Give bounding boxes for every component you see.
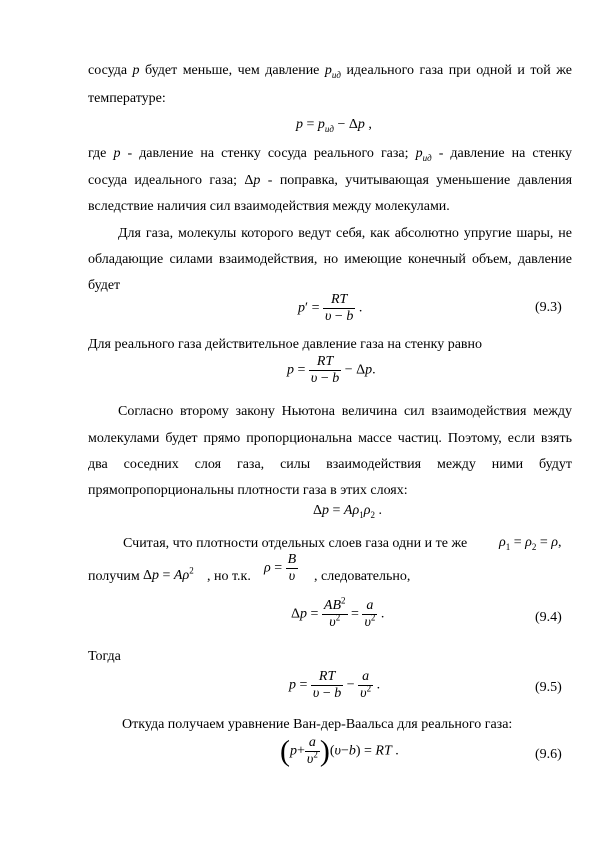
- equation-9-6: (p+ $\frac{a}{\upsilon^2}$ )(υ−b) = RT .: [280, 734, 399, 768]
- text-line-2: температуре:: [88, 91, 166, 106]
- equation-9-5: p = $\frac{RT}{\upsilon - b}$ − $\frac{a}{\upsilon^2}$ .: [289, 669, 381, 701]
- equation-delta-p-rho2: $\Delta p = A\rho^2$: [143, 565, 194, 583]
- equation-label-9-4: (9.4): [535, 610, 562, 625]
- text-line-16: Тогда: [88, 649, 121, 664]
- text-line-15a: получим: [88, 569, 140, 584]
- text-line-9: Для реального газа действительное давление газа на стенку равно: [88, 337, 483, 352]
- text-line-5: вследствие наличия сил взаимодействия между молекулами.: [88, 199, 450, 214]
- text-line-13: прямопропорциональны плотности газа в этих слоях:: [88, 483, 408, 498]
- text-line-11: молекулами будет прямо пропорциональна массе частиц. Поэтому, если взять: [88, 431, 572, 446]
- text-line-10: Согласно второму закону Ньютона величина сил взаимодействия между: [118, 404, 572, 419]
- text-line-4: сосуда идеального газа; Δp - поправка, учитывающая уменьшение давления: [88, 173, 573, 188]
- equation-delta-p: $\Delta p = A\rho_1\rho_2$ .: [313, 503, 382, 520]
- text-line-8: будет: [88, 278, 121, 293]
- equation-9-4: Δp = $\frac{AB^2}{\upsilon^2}$ = $\frac{a}{\upsilon^2}$ .: [291, 595, 385, 630]
- text-line-12: два соседних слоя газа, силы взаимодействия между ними будут: [88, 457, 572, 472]
- equation-9-3: p′ = $\frac{RT}{\upsilon - b}$ .: [298, 292, 363, 324]
- text-line-17: Откуда получаем уравнение Ван-дер-Ваальса для реального газа:: [122, 717, 513, 732]
- text-line-7: обладающие силами взаимодействия, но имеющие конечный объем, давление: [88, 252, 572, 267]
- equation-label-9-3: (9.3): [535, 300, 562, 315]
- equation-label-9-5: (9.5): [535, 680, 562, 695]
- equation-p-ideal: $p = p_{ид} - \Delta p$ ,: [296, 117, 372, 134]
- text-line-14: Считая, что плотности отдельных слоев газа одни и те же: [123, 536, 468, 551]
- text-line-15c: , следовательно,: [314, 569, 411, 584]
- text-line-15b: , но т.к.: [207, 569, 251, 584]
- equation-rho-b-upsilon: ρ = $\frac{B}{\upsilon}$: [264, 552, 297, 584]
- text-line-1: сосуда p будет меньше, чем давление $p_{ид}$ идеального газа при одной и той же: [88, 63, 572, 80]
- text-line-6: Для газа, молекулы которого ведут себя, как абсолютно упругие шары, не: [118, 226, 572, 241]
- text-line-3: где p - давление на стенку сосуда реального газа; $p_{ид}$ - давление на стенку: [88, 146, 573, 163]
- equation-rho-equal: $\rho_1 = \rho_2 = \rho$,: [499, 535, 562, 552]
- equation-label-9-6: (9.6): [535, 747, 562, 762]
- equation-real-pressure: p = $\frac{RT}{\upsilon - b}$ − Δp.: [287, 354, 376, 386]
